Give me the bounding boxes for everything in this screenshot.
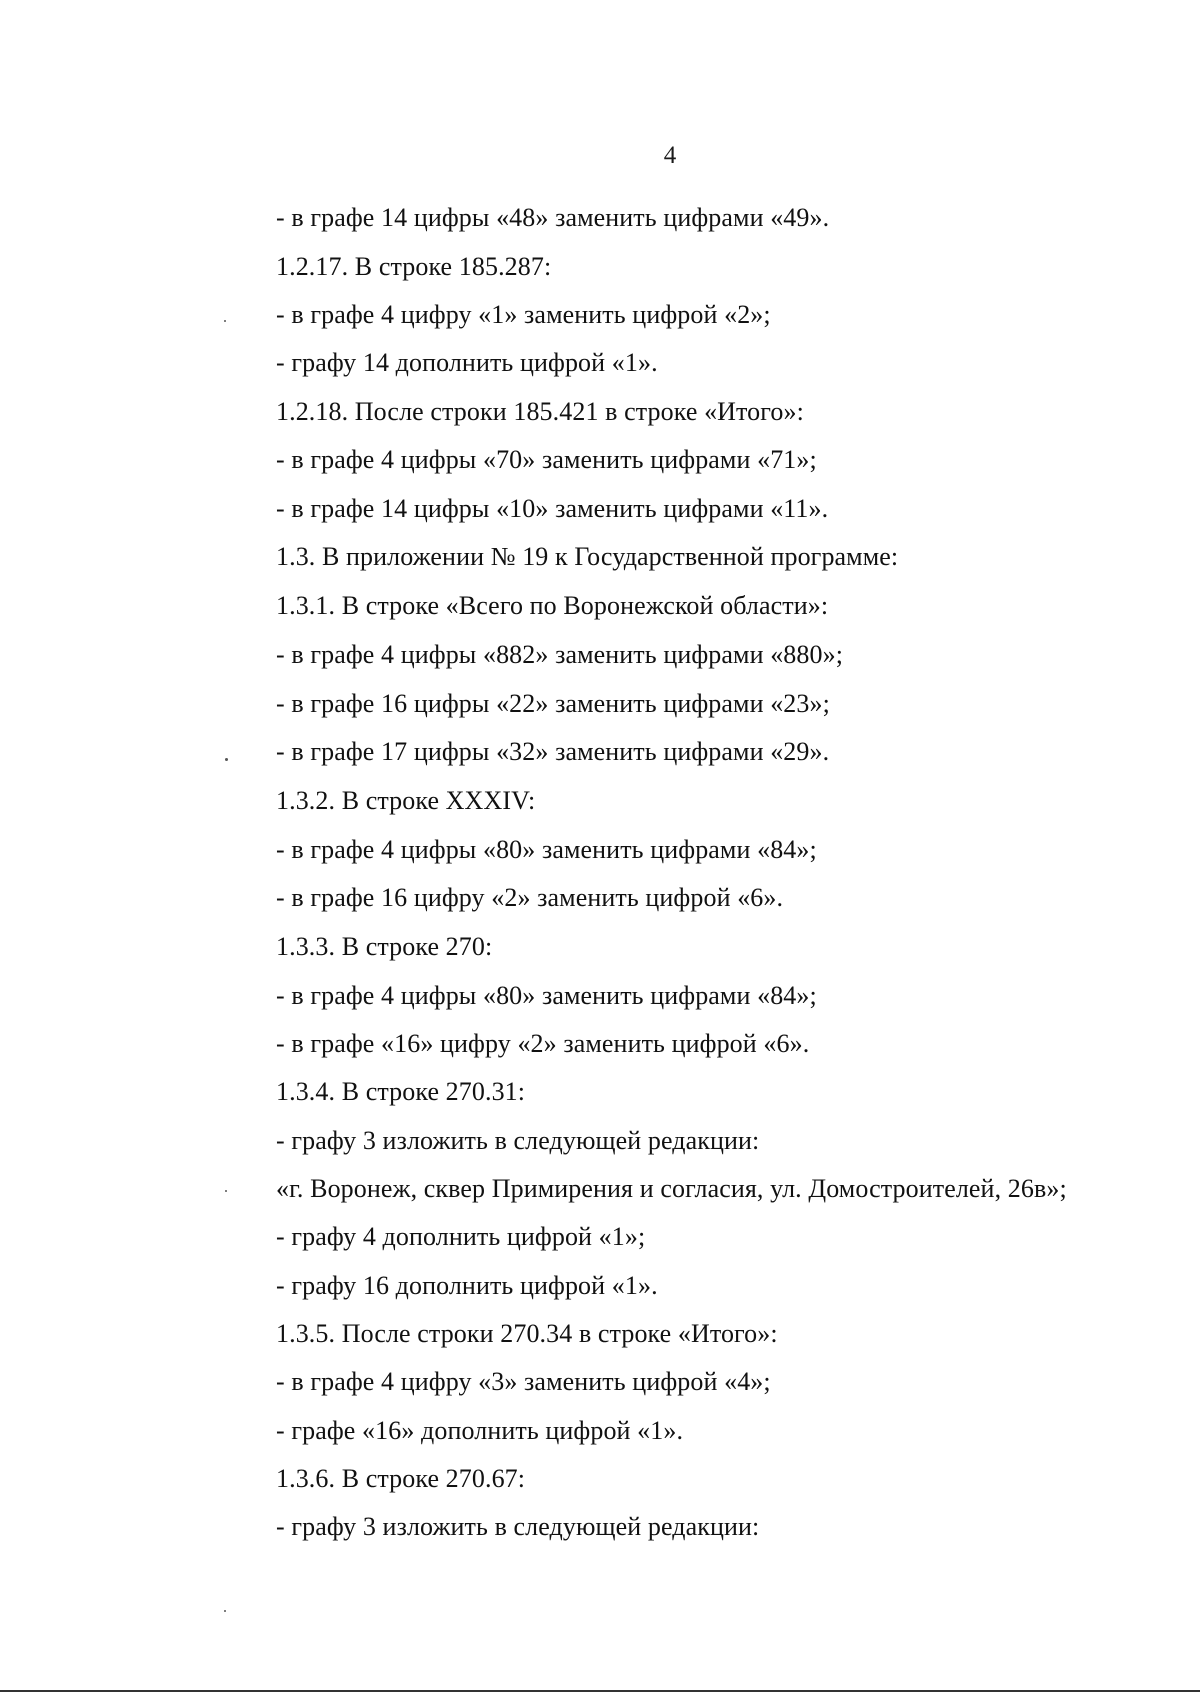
scan-speck — [224, 1610, 226, 1612]
text-line: 1.3.4. В строке 270.31: — [276, 1077, 526, 1106]
text-line: - графу 3 изложить в следующей редакции: — [276, 1512, 760, 1541]
text-line: - в графе 4 цифры «70» заменить цифрами «71»; — [276, 445, 817, 474]
text-line: - в графе 4 цифры «80» заменить цифрами «84»; — [276, 835, 817, 864]
text-line: - графе «16» дополнить цифрой «1». — [276, 1416, 684, 1445]
scan-speck — [225, 758, 228, 761]
text-line: - в графе 14 цифры «10» заменить цифрами «11». — [276, 494, 829, 523]
text-line: 1.3. В приложении № 19 к Государственной программе: — [276, 542, 899, 571]
text-line: - в графе 14 цифры «48» заменить цифрами «49». — [276, 203, 830, 232]
scan-speck — [224, 320, 226, 322]
text-line: - в графе 4 цифру «3» заменить цифрой «4»; — [276, 1367, 771, 1396]
page-number: 4 — [663, 142, 677, 169]
scan-edge-line — [0, 1690, 1200, 1692]
text-line: «г. Воронеж, сквер Примирения и согласия, ул. Домостроителей, 26в»; — [276, 1174, 1067, 1203]
text-line: 1.3.6. В строке 270.67: — [276, 1464, 526, 1493]
text-line: 1.3.1. В строке «Всего по Воронежской области»: — [276, 591, 829, 620]
text-line: - графу 14 дополнить цифрой «1». — [276, 348, 658, 377]
text-line: 1.3.2. В строке XXXIV: — [276, 786, 536, 815]
text-line: - в графе 16 цифру «2» заменить цифрой «6». — [276, 883, 784, 912]
text-line: - в графе 4 цифры «882» заменить цифрами «880»; — [276, 640, 844, 669]
text-line: 1.3.3. В строке 270: — [276, 932, 493, 961]
text-line: - графу 3 изложить в следующей редакции: — [276, 1126, 760, 1155]
scan-speck — [225, 1190, 227, 1192]
text-line: - графу 16 дополнить цифрой «1». — [276, 1271, 658, 1300]
text-line: - графу 4 дополнить цифрой «1»; — [276, 1222, 646, 1251]
text-line: - в графе 4 цифры «80» заменить цифрами «84»; — [276, 981, 817, 1010]
text-line: - в графе 16 цифры «22» заменить цифрами «23»; — [276, 689, 830, 718]
text-line: - в графе 17 цифры «32» заменить цифрами «29». — [276, 737, 830, 766]
text-line: 1.2.17. В строке 185.287: — [276, 252, 552, 281]
text-line: - в графе 4 цифру «1» заменить цифрой «2»; — [276, 300, 771, 329]
text-line: - в графе «16» цифру «2» заменить цифрой «6». — [276, 1029, 810, 1058]
text-line: 1.2.18. После строки 185.421 в строке «Итого»: — [276, 397, 804, 426]
text-line: 1.3.5. После строки 270.34 в строке «Итого»: — [276, 1319, 778, 1348]
